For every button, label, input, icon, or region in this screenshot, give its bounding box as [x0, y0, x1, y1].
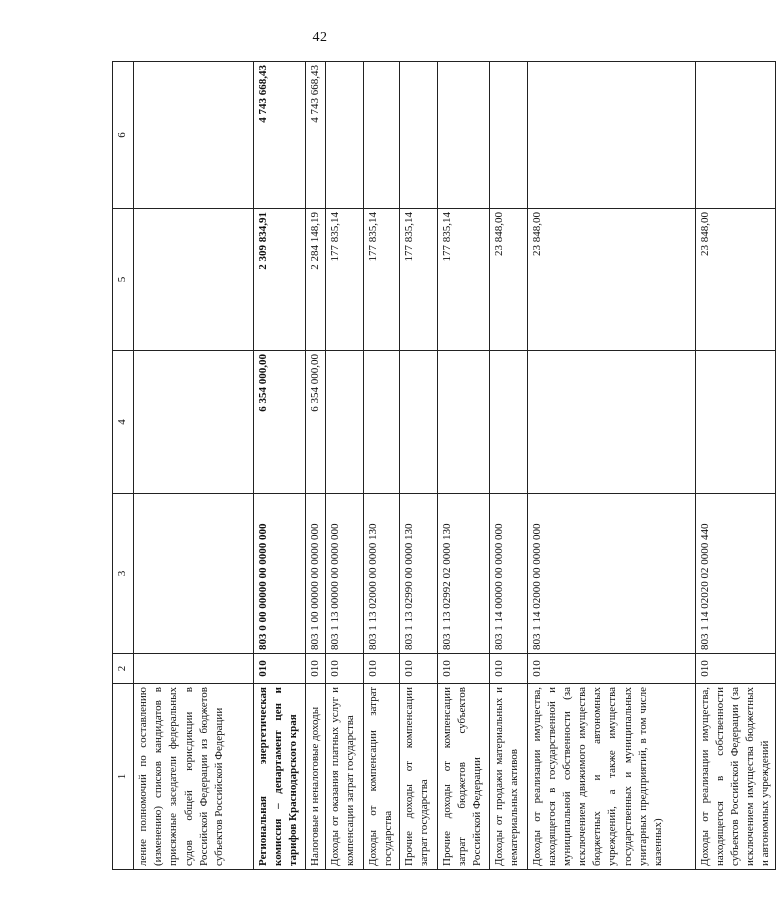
- row-name-cell: Доходы от реализации имущества, находящегося в государственной и муниципальной собственности (за исключением движимого имущества бюджетных и автономных учреждений, а также имущества государственных и муниципальных унитарных предприятий, в том числе казенных): [527, 684, 695, 870]
- revenue-table: [112, 61, 776, 870]
- row-name-cell: ление полномочий по составлению (изменению) списков кандидатов в присяжные заседатели федеральных судов общей юрисдикции в Российской Федерации из бюджетов субъектов Российской Федерации: [134, 684, 254, 870]
- row-deviation-value-cell: 4 743 668,43: [306, 62, 326, 209]
- row-actual-value-cell: 23 848,00: [695, 209, 776, 351]
- row-deviation-value-cell: [326, 62, 364, 209]
- row-deviation-value-cell: [364, 62, 399, 209]
- row-name-cell: Прочие доходы от компенсации затрат государства: [399, 684, 437, 870]
- row-plan-value-cell: [326, 351, 364, 494]
- header-cell: 5: [113, 209, 134, 351]
- row-admin-code-cell: 010: [326, 654, 364, 684]
- row-actual-value-cell: 2 284 148,19: [306, 209, 326, 351]
- header-cell: 6: [113, 62, 134, 209]
- row-name-cell: Налоговые и неналоговые доходы: [306, 684, 326, 870]
- row-plan-value-cell: 6 354 000,00: [254, 351, 306, 494]
- row-kbk-code-cell: 803 1 13 02000 00 0000 130: [364, 494, 399, 654]
- row-admin-code-cell: 010: [527, 654, 695, 684]
- row-plan-value-cell: [399, 351, 437, 494]
- table-row: [364, 62, 399, 870]
- header-cell: 3: [113, 494, 134, 654]
- table-row: [306, 62, 326, 870]
- row-actual-value-cell: 177 835,14: [364, 209, 399, 351]
- row-name-cell: Региональная энергетическая комиссия – департамент цен и тарифов Краснодарского края: [254, 684, 306, 870]
- row-deviation-value-cell: [527, 62, 695, 209]
- row-deviation-value-cell: 4 743 668,43: [254, 62, 306, 209]
- row-name-cell: Доходы от продажи материальных и нематериальных активов: [489, 684, 527, 870]
- row-kbk-code-cell: 803 1 13 02992 02 0000 130: [437, 494, 489, 654]
- row-plan-value-cell: [489, 351, 527, 494]
- rotated-table-container: [112, 62, 772, 870]
- row-plan-value-cell: 6 354 000,00: [306, 351, 326, 494]
- row-admin-code-cell: 010: [399, 654, 437, 684]
- row-kbk-code-cell: 803 1 14 00000 00 0000 000: [489, 494, 527, 654]
- row-plan-value-cell: [695, 351, 776, 494]
- row-plan-value-cell: [134, 351, 254, 494]
- row-admin-code-cell: 010: [437, 654, 489, 684]
- table-row: [695, 62, 776, 870]
- row-actual-value-cell: 177 835,14: [399, 209, 437, 351]
- row-name-cell: Прочие доходы от компенсации затрат бюджетов субъектов Российской Федерации: [437, 684, 489, 870]
- table-row: [134, 62, 254, 870]
- page-number: 42: [312, 30, 328, 45]
- table-row: [399, 62, 437, 870]
- row-name-cell: Доходы от реализации имущества, находящегося в собственности субъектов Российской Федерации (за исключением имущества бюджетных и автономных учреждений: [695, 684, 776, 870]
- row-deviation-value-cell: [437, 62, 489, 209]
- row-actual-value-cell: 23 848,00: [527, 209, 695, 351]
- row-actual-value-cell: 177 835,14: [326, 209, 364, 351]
- row-actual-value-cell: 2 309 834,91: [254, 209, 306, 351]
- row-kbk-code-cell: 803 1 14 02000 00 0000 000: [527, 494, 695, 654]
- row-admin-code-cell: 010: [489, 654, 527, 684]
- row-name-cell: Доходы от оказания платных услуг и компенсации затрат государства: [326, 684, 364, 870]
- row-kbk-code-cell: 803 1 00 00000 00 0000 000: [306, 494, 326, 654]
- row-kbk-code-cell: [134, 494, 254, 654]
- row-actual-value-cell: 23 848,00: [489, 209, 527, 351]
- row-actual-value-cell: 177 835,14: [437, 209, 489, 351]
- row-admin-code-cell: 010: [254, 654, 306, 684]
- row-kbk-code-cell: 803 0 00 00000 00 0000 000: [254, 494, 306, 654]
- row-plan-value-cell: [437, 351, 489, 494]
- row-plan-value-cell: [364, 351, 399, 494]
- row-actual-value-cell: [134, 209, 254, 351]
- row-deviation-value-cell: [489, 62, 527, 209]
- table-row: [254, 62, 306, 870]
- table-row: [527, 62, 695, 870]
- header-cell: 4: [113, 351, 134, 494]
- row-plan-value-cell: [527, 351, 695, 494]
- row-kbk-code-cell: 803 1 13 00000 00 0000 000: [326, 494, 364, 654]
- row-deviation-value-cell: [134, 62, 254, 209]
- row-deviation-value-cell: [695, 62, 776, 209]
- row-deviation-value-cell: [399, 62, 437, 209]
- header-row: [113, 62, 134, 870]
- row-admin-code-cell: 010: [364, 654, 399, 684]
- table-row: [326, 62, 364, 870]
- header-cell: 2: [113, 654, 134, 684]
- row-kbk-code-cell: 803 1 14 02020 02 0000 440: [695, 494, 776, 654]
- row-name-cell: Доходы от компенсации затрат государства: [364, 684, 399, 870]
- row-admin-code-cell: 010: [306, 654, 326, 684]
- row-admin-code-cell: [134, 654, 254, 684]
- row-kbk-code-cell: 803 1 13 02990 00 0000 130: [399, 494, 437, 654]
- header-cell: 1: [113, 684, 134, 870]
- row-admin-code-cell: 010: [695, 654, 776, 684]
- table-row: [489, 62, 527, 870]
- table-row: [437, 62, 489, 870]
